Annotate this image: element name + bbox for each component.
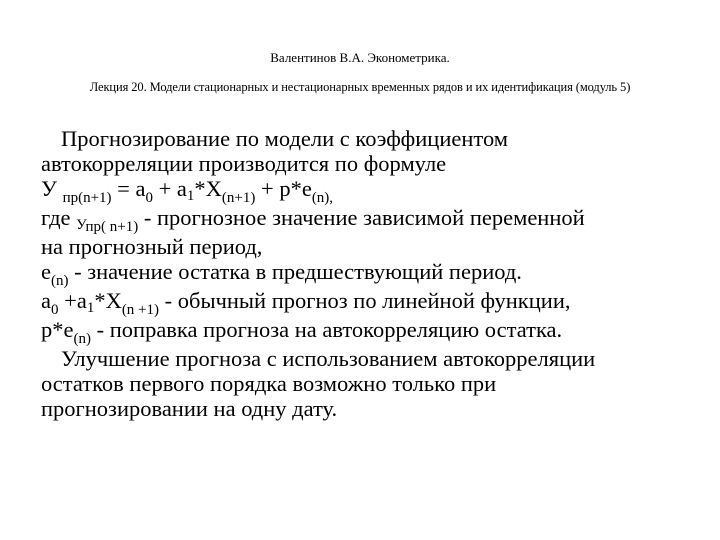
- text-part: - прогнозное значение зависимой переменной: [138, 205, 585, 230]
- body-line-9: Улучшение прогноза с использованием автокорреляции: [61, 346, 596, 371]
- body-line-8: [41, 317, 691, 346]
- formula-part: *X: [194, 176, 222, 201]
- text-part: У: [76, 217, 86, 233]
- body-line-5: на прогнозный период,: [41, 234, 263, 259]
- formula-subscript: пр(n+1): [62, 190, 112, 206]
- formula-part: + a: [152, 176, 187, 201]
- body-line-11: прогнозировании на одну дату.: [41, 396, 338, 421]
- text-subscript: (n +1): [121, 302, 160, 318]
- formula-subscript: (n),: [311, 190, 334, 206]
- formula-subscript: 0: [145, 190, 153, 206]
- body-line-6: [41, 259, 691, 288]
- formula-part: = a: [111, 176, 146, 201]
- text-part: +a: [58, 288, 87, 313]
- text-subscript: пр( n+1): [85, 219, 139, 235]
- body-line-10: остатков первого порядка возможно только при: [41, 371, 497, 396]
- body-line-2: автокорреляции производится по формуле: [41, 151, 447, 176]
- formula-part: У: [41, 176, 63, 201]
- text-subscript: 0: [51, 302, 59, 318]
- forecast-formula: [41, 176, 691, 205]
- text-subscript: 1: [86, 300, 95, 316]
- text-part: *X: [94, 288, 122, 313]
- formula-subscript: 1: [186, 188, 195, 204]
- text-part: e: [41, 259, 51, 284]
- text-part: где: [41, 205, 77, 230]
- text-subscript: (n): [73, 331, 91, 347]
- text-part: - значение остатка в предшествующий период.: [68, 259, 522, 284]
- body-line-1: Прогнозирование по модели с коэффициентом: [61, 126, 509, 151]
- body-line-7: [41, 288, 691, 317]
- text-part: - поправка прогноза на автокорреляцию остатка.: [91, 317, 563, 342]
- formula-part: + p*e: [255, 176, 312, 201]
- text-part: p*e: [41, 317, 74, 342]
- text-part: - обычный прогноз по линейной функции,: [159, 288, 571, 313]
- text-part: a: [41, 288, 51, 313]
- text-subscript: (n): [51, 273, 69, 289]
- body-line-4: [41, 205, 691, 234]
- slide-body: [41, 126, 691, 421]
- lecture-header: Лекция 20. Модели стационарных и нестационарных временных рядов и их идентификация (модуль 5): [89, 80, 631, 94]
- author-header: Валентинов В.А. Эконометрика.: [270, 50, 450, 65]
- formula-subscript: (n+1): [221, 190, 256, 206]
